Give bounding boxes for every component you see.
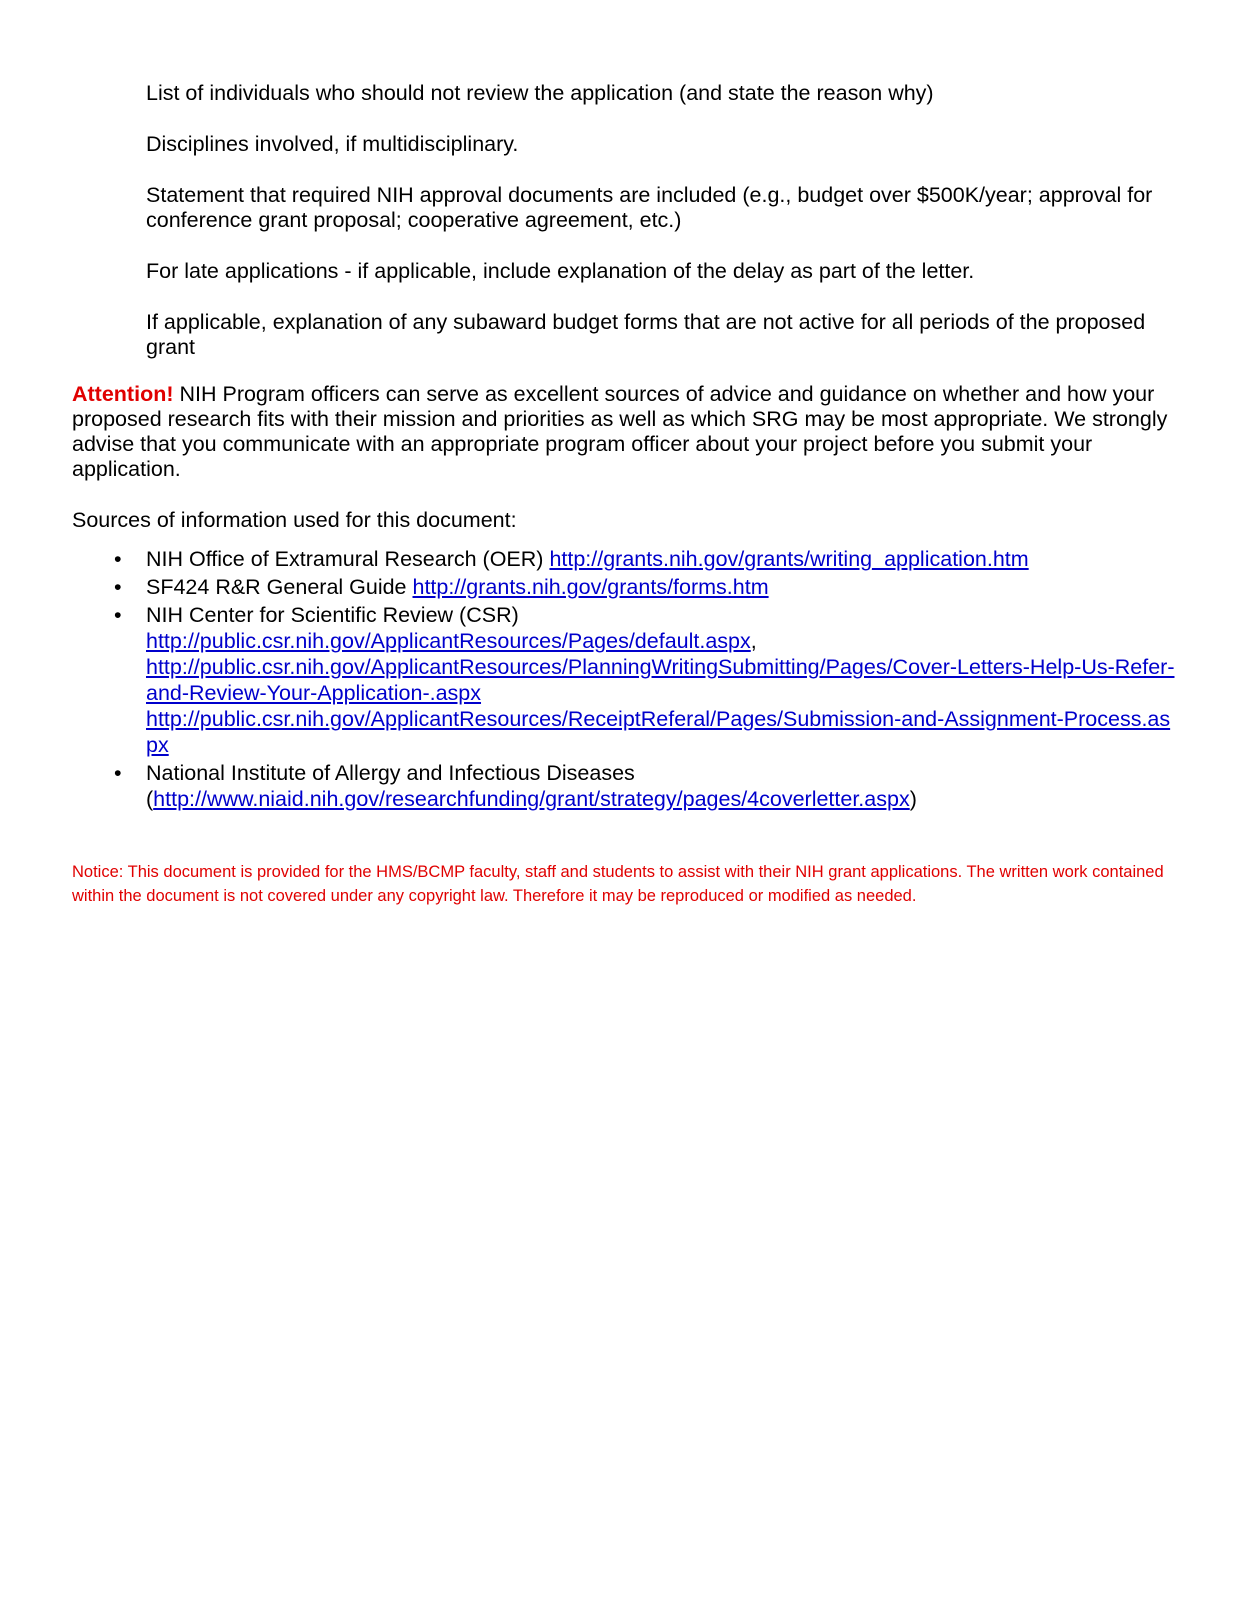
item-disciplines: Disciplines involved, if multidisciplinary. [146, 132, 519, 156]
attention-label: Attention! [72, 382, 174, 406]
source-niaid-link-line [146, 786, 1176, 812]
list-item [72, 546, 1176, 572]
bullet: • [114, 761, 122, 785]
comma: , [750, 629, 757, 653]
source-csr-link1-line [146, 628, 1176, 654]
item-late-applications: For late applications - if applicable, include explanation of the delay as part of the letter. [146, 259, 975, 283]
close-paren: ) [909, 787, 917, 811]
list-item [72, 602, 1176, 758]
source-csr-link2-line [146, 654, 1176, 706]
item-subaward: If applicable, explanation of any subaward budget forms that are not active for all periods of the proposed grant [146, 310, 1146, 359]
source-oer-label: NIH Office of Extramural Research (OER) [146, 547, 550, 571]
item-statement: Statement that required NIH approval documents are included (e.g., budget over $500K/year; approval for conference grant proposal; cooperative agreement, etc.) [146, 183, 1153, 232]
attention-text: NIH Program officers can serve as excellent sources of advice and guidance on whether and how your proposed research fits with their mission and priorities as well as which SRG may be most appropriate. We strongly advise that you communicate with an appropriate program officer about your project before you submit your application. [72, 382, 1168, 481]
source-sf424-link[interactable]: http://grants.nih.gov/grants/forms.htm [412, 575, 769, 599]
bullet: • [114, 547, 122, 571]
item-individuals: List of individuals who should not review the application (and state the reason why) [146, 81, 934, 105]
source-niaid-label: National Institute of Allergy and Infectious Diseases [146, 761, 635, 785]
source-csr-link3-line [146, 706, 1176, 758]
source-csr-link-cover-letters[interactable]: http://public.csr.nih.gov/ApplicantResources/PlanningWritingSubmitting/Pages/Cover-Letters-Help-Us-Refer-and-Review-Your-Application-.aspx [146, 655, 1175, 705]
source-sf424-label: SF424 R&R General Guide [146, 575, 413, 599]
bullet: • [114, 575, 122, 599]
list-item [72, 760, 1176, 812]
open-paren: ( [146, 787, 154, 811]
source-csr-label: NIH Center for Scientific Review (CSR) [146, 603, 519, 627]
bullet: • [114, 603, 122, 627]
source-oer-link[interactable]: http://grants.nih.gov/grants/writing_application.htm [549, 547, 1029, 571]
sources-heading: Sources of information used for this document: [72, 508, 517, 532]
source-csr-link-submission[interactable]: http://public.csr.nih.gov/ApplicantResources/ReceiptReferal/Pages/Submission-and-Assignment-Process.aspx [146, 707, 1171, 757]
list-item [72, 574, 1176, 600]
source-csr-link-default[interactable]: http://public.csr.nih.gov/ApplicantResources/Pages/default.aspx [146, 629, 751, 653]
source-niaid-link[interactable]: http://www.niaid.nih.gov/researchfunding/grant/strategy/pages/4coverletter.aspx [153, 787, 910, 811]
sources-list [72, 546, 1176, 814]
notice-text: Notice: This document is provided for the HMS/BCMP faculty, staff and students to assist with their NIH grant applications. The written work contained within the document is not covered under any copyright law. Therefore it may be reproduced or modified as needed. [72, 863, 1164, 905]
attention-paragraph [72, 382, 1176, 482]
